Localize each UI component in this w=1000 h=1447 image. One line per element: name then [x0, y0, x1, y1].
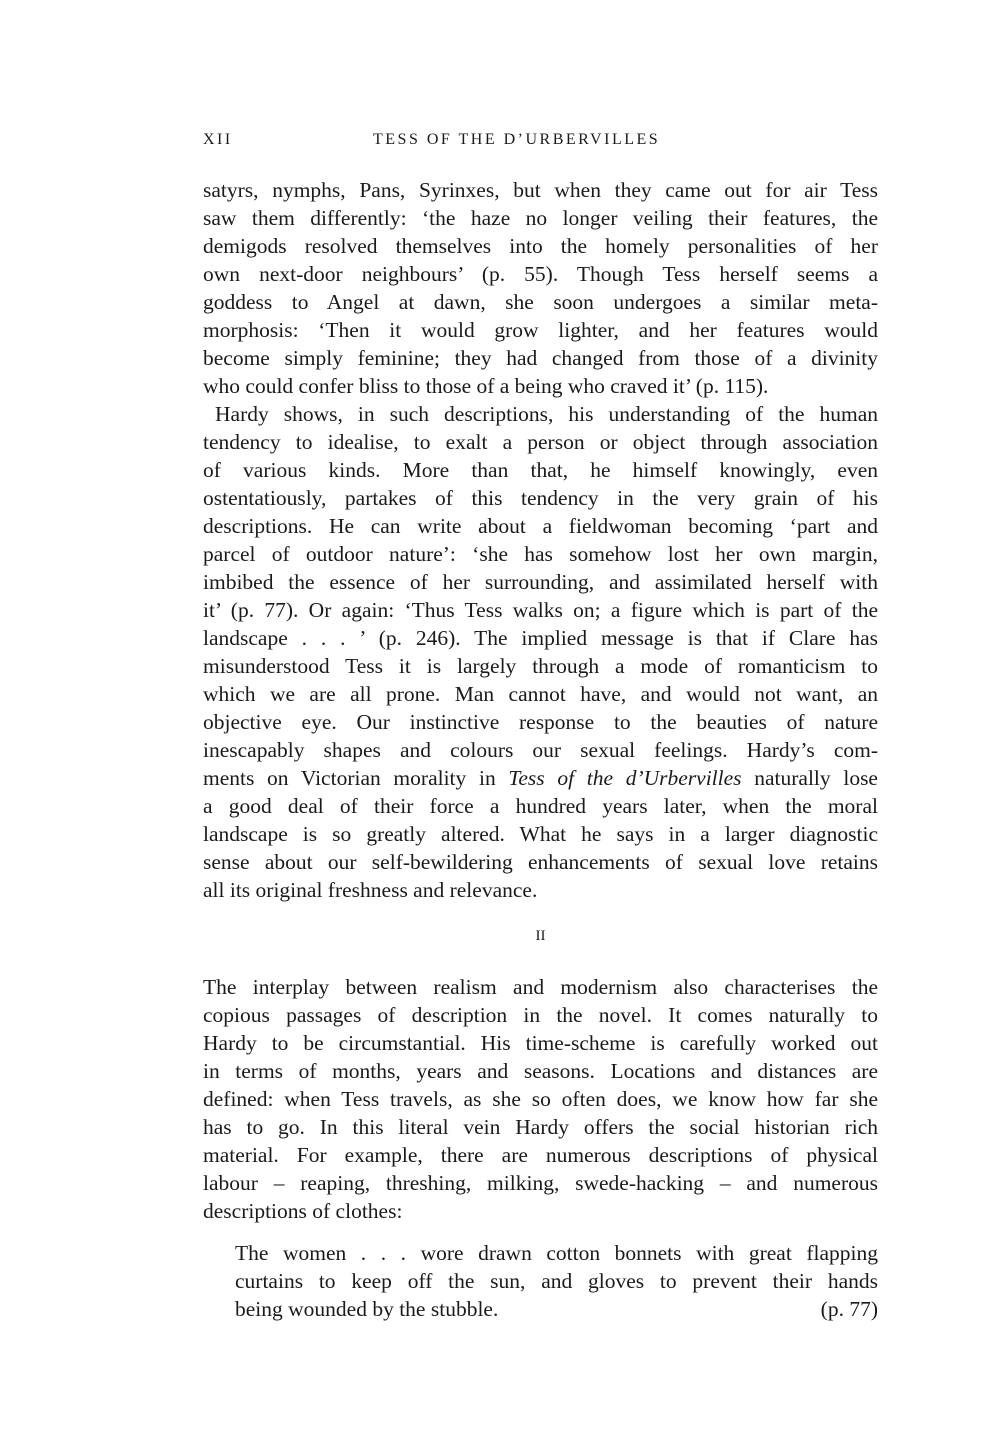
quote-last-line: [235, 1295, 878, 1323]
paragraph-3: [203, 973, 878, 1225]
text-line: Hardy shows, in such descriptions, his understanding of the human: [215, 402, 878, 426]
text-line: it’ (p. 77). Or again: ‘Thus Tess walks on; a figure which is part of the: [203, 598, 878, 622]
text-line: has to go. In this literal vein Hardy offers the social historian rich: [203, 1115, 878, 1139]
text-line: inescapably shapes and colours our sexual feelings. Hardy’s com-: [203, 738, 878, 762]
text-line: all its original freshness and relevance.: [203, 878, 538, 902]
text-line: saw them differently: ‘the haze no longer veiling their features, the: [203, 206, 878, 230]
text-line: ostentatiously, partakes of this tendency in the very grain of his: [203, 486, 878, 510]
running-title: TESS OF THE D’URBERVILLES: [373, 131, 661, 148]
text: ments on Victorian morality in: [203, 766, 509, 790]
text-line: objective eye. Our instinctive response to the beauties of nature: [203, 710, 878, 734]
text-line: descriptions of clothes:: [203, 1199, 403, 1223]
quote-line: curtains to keep off the sun, and gloves to prevent their hands: [235, 1269, 878, 1293]
text-line: material. For example, there are numerous descriptions of physical: [203, 1143, 878, 1167]
text-line-with-title: [203, 764, 878, 792]
text-line: defined: when Tess travels, as she so often does, we know how far she: [203, 1087, 878, 1111]
page-number: XII: [203, 131, 233, 148]
text: naturally lose: [741, 766, 878, 790]
text-line: morphosis: ‘Then it would grow lighter, and her features would: [203, 318, 878, 342]
text-line: parcel of outdoor nature’: ‘she has somehow lost her own margin,: [203, 542, 878, 566]
text-line: imbibed the essence of her surrounding, and assimilated herself with: [203, 570, 878, 594]
quote-line: The women . . . wore drawn cotton bonnets with great flapping: [235, 1241, 878, 1265]
text-line: satyrs, nymphs, Pans, Syrinxes, but when they came out for air Tess: [203, 178, 878, 202]
section-number: II: [535, 928, 546, 944]
running-header: [203, 131, 878, 159]
text-line: descriptions. He can write about a fieldwoman becoming ‘part and: [203, 514, 878, 538]
paragraph-1: [203, 176, 878, 904]
text-line: which we are all prone. Man cannot have, and would not want, an: [203, 682, 878, 706]
text-line: goddess to Angel at dawn, she soon undergoes a similar meta-: [203, 290, 878, 314]
text-line: The interplay between realism and modernism also characterises the: [203, 975, 878, 999]
text-line: who could confer bliss to those of a being who craved it’ (p. 115).: [203, 374, 769, 398]
text-line: landscape . . . ’ (p. 246). The implied message is that if Clare has: [203, 626, 878, 650]
quote-citation: (p. 77): [820, 1297, 878, 1321]
text-line: sense about our self-bewildering enhancements of sexual love retains: [203, 850, 878, 874]
text-line: landscape is so greatly altered. What he says in a larger diagnostic: [203, 822, 878, 846]
text-line: Hardy to be circumstantial. His time-scheme is carefully worked out: [203, 1031, 878, 1055]
text-line: a good deal of their force a hundred years later, when the moral: [203, 794, 878, 818]
text-line: misunderstood Tess it is largely through a mode of romanticism to: [203, 654, 878, 678]
text-line: own next-door neighbours’ (p. 55). Though Tess herself seems a: [203, 262, 878, 286]
text-line: in terms of months, years and seasons. Locations and distances are: [203, 1059, 878, 1083]
book-title: Tess of the d’Urbervilles: [508, 766, 742, 790]
text-line: tendency to idealise, to exalt a person or object through association: [203, 430, 878, 454]
quote-line: being wounded by the stubble.: [235, 1297, 499, 1321]
text-line: of various kinds. More than that, he himself knowingly, even: [203, 458, 878, 482]
block-quote: [235, 1239, 878, 1323]
text-line: labour – reaping, threshing, milking, swede-hacking – and numerous: [203, 1171, 878, 1195]
text-line: become simply feminine; they had changed from those of a divinity: [203, 346, 878, 370]
text-line: demigods resolved themselves into the homely personalities of her: [203, 234, 878, 258]
text-line: copious passages of description in the novel. It comes naturally to: [203, 1003, 878, 1027]
